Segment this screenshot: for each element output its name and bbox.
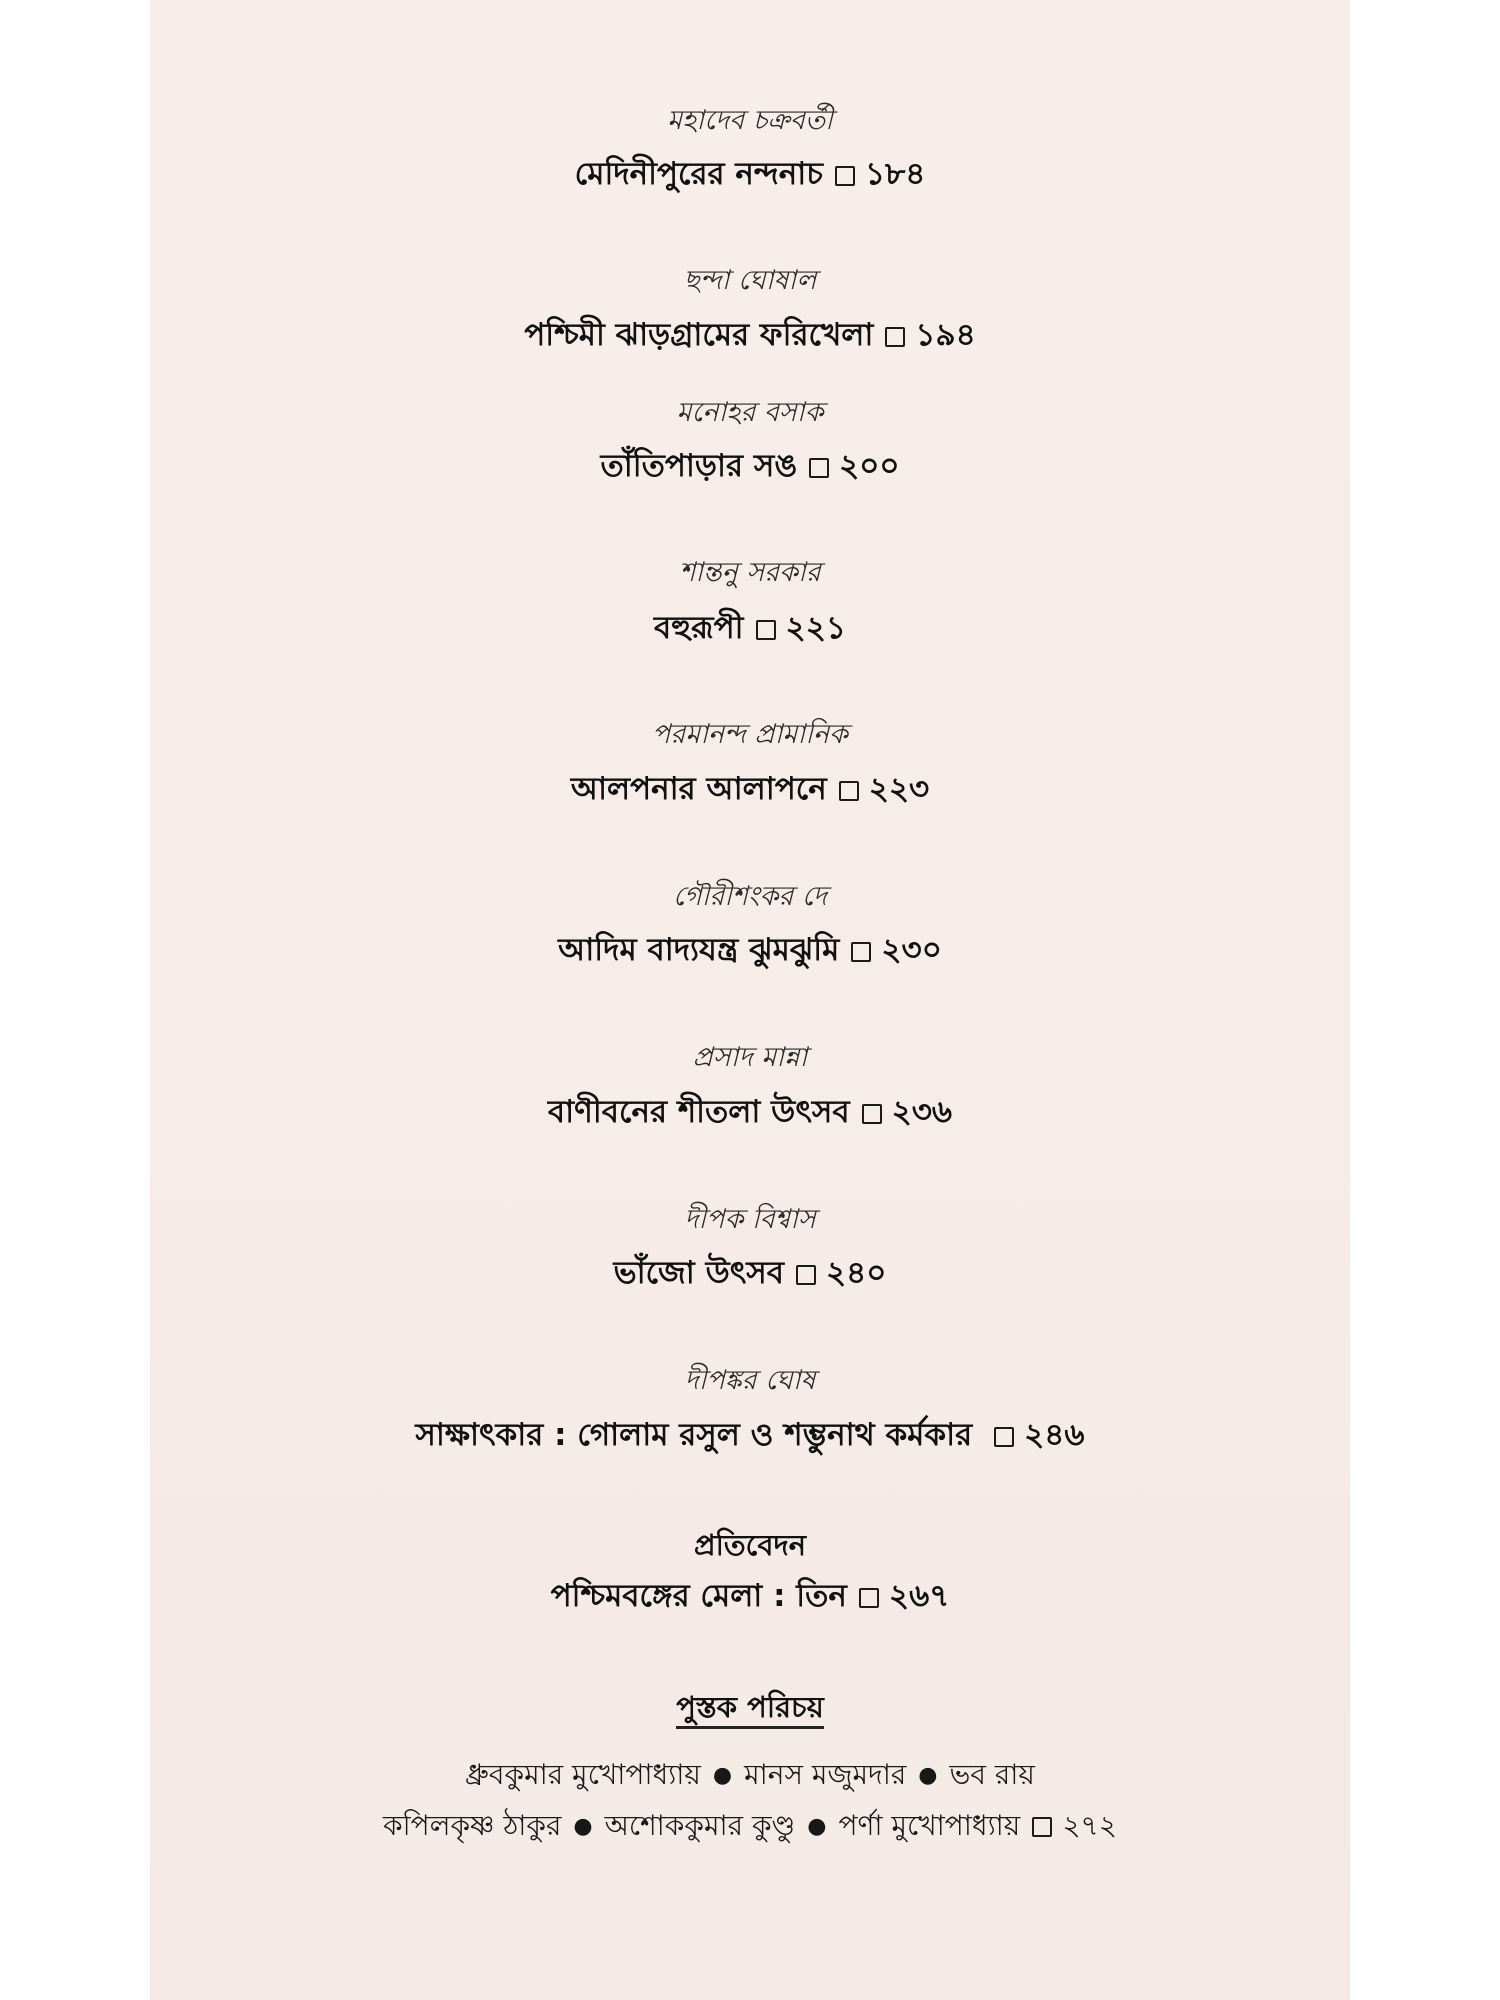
entry-page-number: ২৩৬ <box>891 1094 953 1130</box>
entry-title: বহুরূপী <box>654 610 744 646</box>
report-section <box>150 1526 1350 1564</box>
entry-page-number: ২২১ <box>785 610 846 646</box>
toc-entry <box>150 1203 1350 1237</box>
entry-page-number: ২৩০ <box>881 932 942 968</box>
entry-author: দীপঙ্কর ঘোষ <box>684 1365 816 1396</box>
toc-entry-title-line <box>150 608 1350 648</box>
entry-title: পশ্চিমী ঝাড়গ্রামের ফরিখেলা <box>524 317 874 353</box>
reviewer-name: ভব রায় <box>949 1758 1035 1791</box>
entry-page-number: ২২৩ <box>868 771 930 807</box>
entry-page-number: ১৮৪ <box>864 156 926 192</box>
toc-entry-title-line <box>150 769 1350 809</box>
entry-author: পরমানন্দ প্রামানিক <box>652 719 848 750</box>
toc-entry <box>150 264 1350 298</box>
report-page-number: ২৬৭ <box>888 1578 950 1614</box>
toc-entry-title-line <box>150 1253 1350 1293</box>
checkbox-bullet-icon <box>1032 1817 1052 1837</box>
reviewer-name: কপিলকৃষ্ণ ঠাকুর <box>383 1809 562 1842</box>
book-review-authors-line-1 <box>150 1756 1350 1795</box>
book-review-heading: পুস্তক পরিচয় <box>676 1690 824 1729</box>
report-title-line <box>150 1576 1350 1616</box>
entry-title: আদিম বাদ্যযন্ত্র ঝুমঝুমি <box>558 932 840 968</box>
entry-title: মেদিনীপুরের নন্দনাচ <box>574 156 823 192</box>
entry-author: মনোহর বসাক <box>676 397 824 428</box>
toc-entry-title-line <box>150 154 1350 194</box>
entry-author: দীপক বিশ্বাস <box>684 1204 816 1235</box>
checkbox-bullet-icon <box>809 458 829 478</box>
toc-entry-title-line <box>150 446 1350 486</box>
entry-author: প্রসাদ মান্না <box>692 1042 808 1073</box>
checkbox-bullet-icon <box>859 1588 879 1608</box>
reviewer-name: পর্ণা মুখোপাধ্যায় <box>838 1809 1021 1842</box>
bullet-dot-icon: ● <box>712 1763 733 1788</box>
checkbox-bullet-icon <box>885 327 905 347</box>
report-title: পশ্চিমবঙ্গের মেলা : তিন <box>550 1578 847 1614</box>
toc-entry-title-line <box>150 315 1350 355</box>
toc-entry-title-line <box>150 1415 1350 1455</box>
entry-page-number: ২৪৬ <box>1024 1417 1085 1453</box>
toc-entry <box>150 718 1350 752</box>
book-page <box>150 0 1350 2000</box>
report-heading: প্রতিবেদন <box>693 1528 807 1562</box>
checkbox-bullet-icon <box>994 1427 1014 1447</box>
entry-author: ছন্দা ঘোষাল <box>683 265 817 296</box>
toc-entry <box>150 1041 1350 1075</box>
checkbox-bullet-icon <box>862 1104 882 1124</box>
entry-title: সাক্ষাৎকার : গোলাম রসুল ও শম্ভুনাথ কর্মকার <box>415 1417 973 1453</box>
entry-author: মহাদেব চক্রবর্তী <box>667 105 833 136</box>
book-review-authors-line-2 <box>150 1807 1350 1846</box>
toc-entry <box>150 556 1350 590</box>
book-review-page-number: ২৭২ <box>1062 1809 1117 1842</box>
toc-entry <box>150 104 1350 138</box>
reviewer-name: ধ্রুবকুমার মুখোপাধ্যায় <box>465 1758 701 1791</box>
reviewer-name: অশোককুমার কুণ্ডু <box>604 1809 796 1842</box>
toc-entry <box>150 880 1350 914</box>
bullet-dot-icon: ● <box>918 1763 938 1788</box>
toc-entry-title-line <box>150 930 1350 970</box>
entry-page-number: ২০০ <box>839 448 900 484</box>
book-review-section <box>150 1688 1350 1726</box>
toc-entry <box>150 1364 1350 1398</box>
bullet-dot-icon: ● <box>807 1814 827 1839</box>
entry-author: শান্তনু সরকার <box>679 557 821 588</box>
entry-page-number: ১৯৪ <box>915 317 976 353</box>
entry-page-number: ২৪০ <box>826 1255 887 1291</box>
toc-entry-title-line <box>150 1092 1350 1132</box>
reviewer-name: মানস মজুমদার <box>744 1758 907 1791</box>
entry-title: ভাঁজো উৎসব <box>613 1255 785 1291</box>
entry-title: বাণীবনের শীতলা উৎসব <box>547 1094 850 1130</box>
checkbox-bullet-icon <box>835 166 855 186</box>
entry-title: তাঁতিপাড়ার সঙ <box>600 448 798 484</box>
checkbox-bullet-icon <box>851 942 871 962</box>
toc-entry <box>150 396 1350 430</box>
checkbox-bullet-icon <box>839 781 859 801</box>
checkbox-bullet-icon <box>796 1265 816 1285</box>
bullet-dot-icon: ● <box>573 1814 593 1839</box>
entry-title: আলপনার আলাপনে <box>570 771 827 807</box>
entry-author: গৌরীশংকর দে <box>672 881 827 912</box>
checkbox-bullet-icon <box>756 620 776 640</box>
